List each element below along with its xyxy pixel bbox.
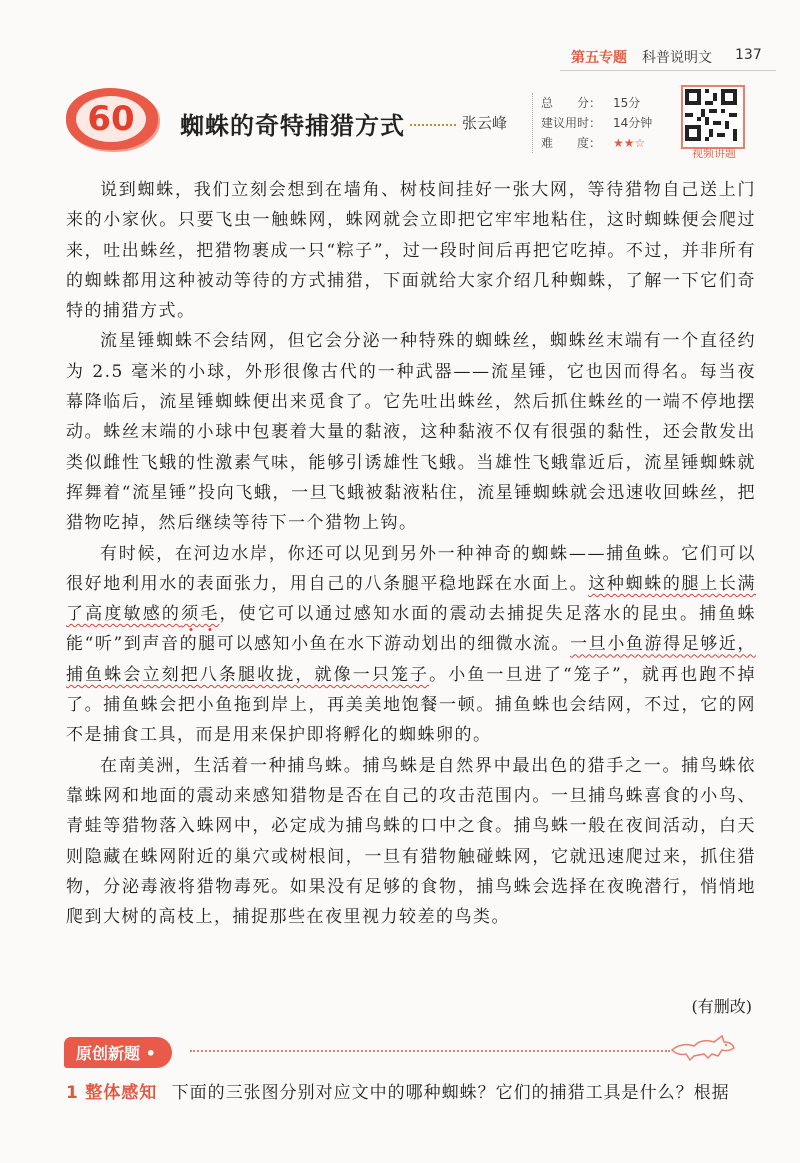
article-title: 蜘蛛的奇特捕猎方式	[180, 112, 405, 140]
paragraph-3-part-d: ，使它可以通过感知水面的震动去捕捉失足落水的昆虫。捕鱼蛛能“听”到声音的腿可以感知小鱼在水下游动划出的细微水流。	[66, 604, 757, 655]
qr-code-icon[interactable]	[681, 85, 745, 149]
cat-icon	[668, 1028, 740, 1064]
source-note: (有删改)	[691, 997, 752, 1016]
time-row	[541, 113, 681, 133]
paragraph-2: 流星锤蜘蛛不会结网，但它会分泌一种特殊的蜘蛛丝，蜘蛛丝末端有一个直径约为 2.5 毫米的小球，外形很像古代的一种武器——流星锤，它也因而得名。每当夜幕降临后，流星锤蜘蛛便出来觅食了。它先吐出蛛丝，然后抓住蛛丝的一端不停地摆动。蛛丝末端的小球中包裹着大量的黏液，这种黏液不仅有很强的黏性，还会散发出类似雌性飞蛾的性激素气味，能够引诱雄性飞蛾。当雄性飞蛾靠近后，流星锤蜘蛛就挥舞着“流星锤”投向飞蛾，一旦飞蛾被黏液粘住，流星锤蜘蛛就会迅速收回蛛丝，把猎物吃掉，然后继续等待下一个猎物上钩。	[66, 331, 756, 534]
paragraph-3-part-a: 有时候，在河边水岸，你还可以见到另外一种神奇的蜘蛛——捕鱼蛛。它们可以很好地利用水的表面张力，用自己的八条腿平稳地踩在水面上。	[66, 543, 756, 594]
emphasis-dot-char-1: 须	[181, 604, 201, 625]
info-box	[532, 93, 681, 153]
score-row	[541, 93, 681, 113]
topic-tag: 第五专题	[571, 50, 627, 66]
difficulty-stars-icon: ★★☆	[613, 136, 646, 150]
section-dotted-line	[190, 1050, 670, 1052]
underlined-sentence-2: 一旦小鱼游得足够近，捕鱼蛛会立刻把八条腿收拢，就像一只笼子	[66, 634, 757, 685]
qr-video-label[interactable]: 视频讲题	[692, 147, 736, 160]
question-text: 下面的三张图分别对应文中的哪种蜘蛛？它们的捕猎工具是什么？根据	[171, 1083, 730, 1103]
underlined-sentence-1: 这种蜘蛛的腿上长满了高度敏感的须毛	[66, 573, 757, 625]
time-value: 14分钟	[613, 116, 653, 130]
question-1	[66, 1078, 730, 1103]
question-number: 1	[66, 1083, 79, 1103]
article-body	[66, 175, 756, 932]
score-value: 15分	[613, 96, 641, 110]
paragraph-3-part-f: 。小鱼一旦进了“笼子”，就再也跑不掉了。捕鱼蛛会把小鱼拖到岸上，再美美地饱餐一顿。捕鱼蛛也会结网，不过，它的网不是捕食工具，而是用来保护即将孵化的蜘蛛卵的。	[66, 664, 756, 746]
article-author: 张云峰	[462, 114, 508, 132]
header-divider	[560, 70, 776, 71]
difficulty-row	[541, 133, 681, 153]
paragraph-4: 在南美洲，生活着一种捕鸟蛛。捕鸟蛛是自然界中最出色的猎手之一。捕鸟蛛依靠蛛网和地面的震动来感知猎物是否在自己的攻击范围内。一旦捕鸟蛛喜食的小鸟、青蛙等猎物落入蛛网中，必定成为捕鸟蛛的口中之食。捕鸟蛛一般在夜间活动，白天则隐藏在蛛网附近的巢穴或树根间，一旦有猎物触碰蛛网，它就迅速爬过来，抓住猎物，分泌毒液将猎物毒死。如果没有足够的食物，捕鸟蛛会选择在夜晚潜行，悄悄地爬到大树的高枝上，捕捉那些在夜里视力较差的鸟类。	[66, 755, 756, 928]
article-number: 60	[76, 96, 146, 142]
title-dotted-leader	[410, 124, 456, 126]
paragraph-1: 说到蜘蛛，我们立刻会想到在墙角、树枝间挂好一张大网，等待猎物自己送上门来的小家伙。只要飞虫一触蛛网，蛛网就会立即把它牢牢地粘住，这时蜘蛛便会爬过来，吐出蛛丝，把猎物裹成一只“粽子”，过一段时间后再把它吃掉。不过，并非所有的蜘蛛都用这种被动等待的方式捕猎，下面就给大家介绍几种蜘蛛，了解一下它们奇特的捕猎方式。	[66, 180, 756, 322]
score-label: 总 分：	[541, 96, 602, 110]
article-number-badge	[66, 88, 158, 150]
subject-label: 科普说明文	[642, 50, 712, 66]
section-heading: 原创新题 •	[64, 1037, 172, 1068]
question-category: 整体感知	[85, 1083, 158, 1103]
time-label: 建议用时：	[541, 116, 602, 130]
page-number: 137	[735, 47, 762, 63]
paragraph-3	[66, 539, 756, 751]
difficulty-label: 难 度：	[541, 136, 602, 150]
emphasis-dot-char-2: 毛	[200, 604, 220, 625]
section-title: 原创新题	[76, 1044, 141, 1063]
